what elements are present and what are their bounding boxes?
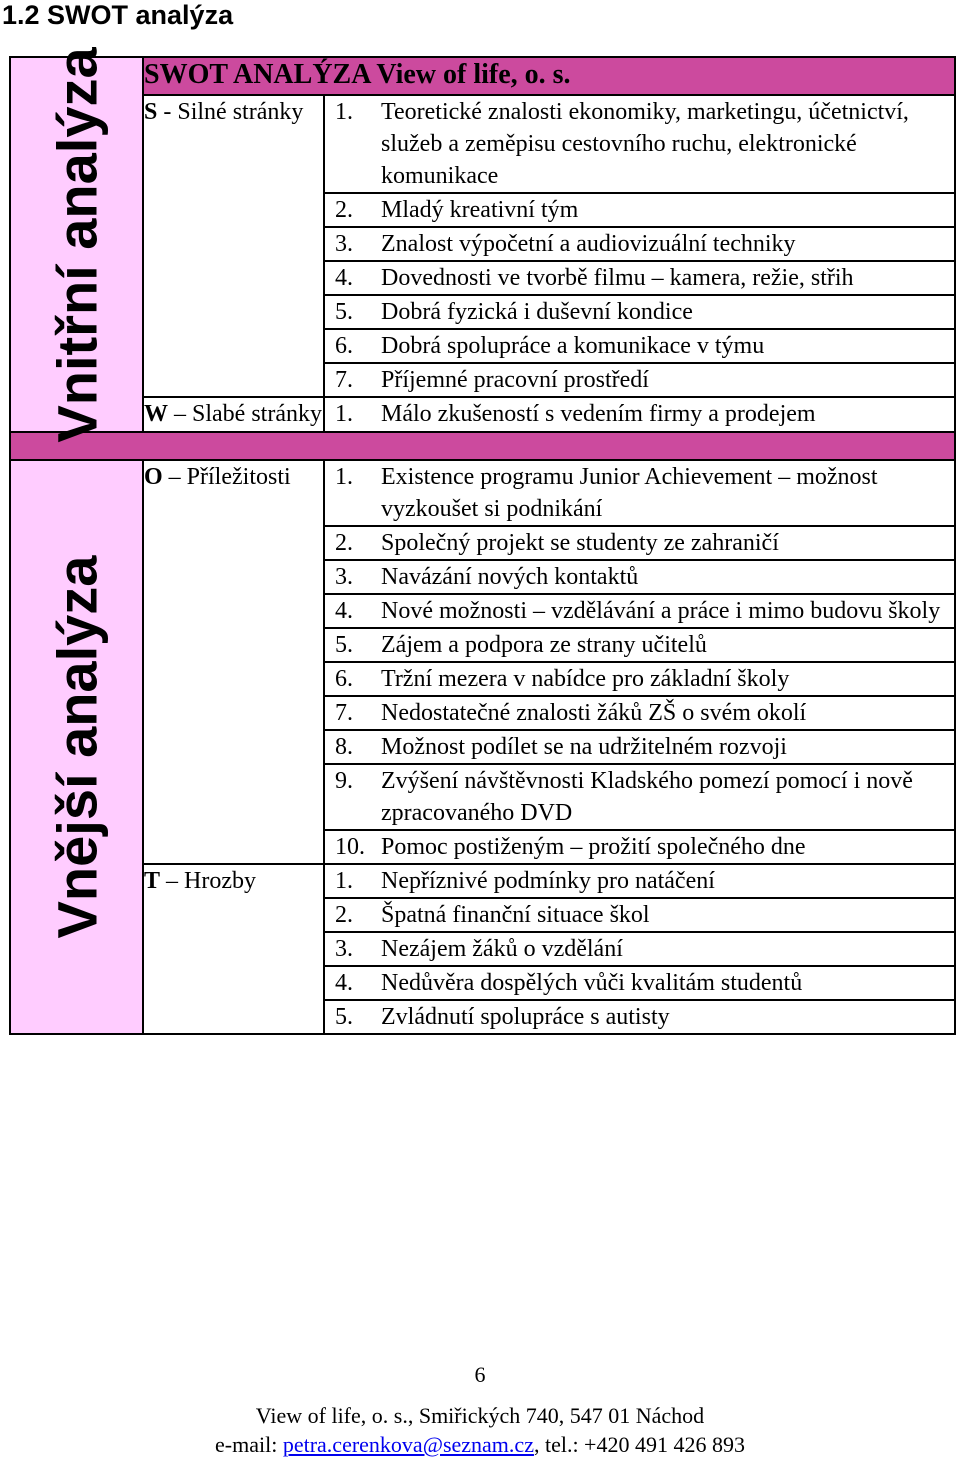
opportunities-label [143, 460, 324, 864]
list-item-text: Příjemné pracovní prostředí [381, 367, 649, 393]
list-item-content [325, 296, 954, 328]
list-item-text: Teoretické znalosti ekonomiky, marketingu, účetnictví, služeb a zeměpisu cestovního ruchu, elektronické komunikace [381, 99, 909, 189]
list-item-number: 1. [335, 868, 353, 894]
list-item [324, 295, 955, 329]
list-item [324, 227, 955, 261]
list-item-content [325, 865, 954, 897]
list-item [324, 864, 955, 898]
list-item-text: Nezájem žáků o vzdělání [381, 936, 623, 962]
list-item-content [325, 96, 954, 192]
footer-contact [0, 1432, 960, 1458]
list-item-text: Nedostatečné znalosti žáků ZŠ o svém okolí [381, 700, 807, 726]
list-item-content [325, 595, 954, 627]
list-item [324, 898, 955, 932]
section-divider-row [10, 432, 955, 460]
list-item-text: Zájem a podpora ze strany učitelů [381, 632, 707, 658]
list-item [324, 764, 955, 830]
list-item-number: 2. [335, 902, 353, 928]
list-item-content [325, 1001, 954, 1033]
list-item [324, 594, 955, 628]
list-item-content [325, 933, 954, 965]
list-item [324, 329, 955, 363]
list-item [324, 363, 955, 397]
list-item-content [325, 561, 954, 593]
list-item [324, 696, 955, 730]
strengths-title: - Silné stránky [157, 99, 304, 125]
opportunities-letter: O [144, 464, 163, 490]
list-item-number: 3. [335, 231, 353, 257]
strengths-row [10, 95, 955, 193]
list-item-text: Zvládnutí spolupráce s autisty [381, 1004, 670, 1030]
list-item-content [325, 899, 954, 931]
list-item-text: Pomoc postiženým – prožití společného dne [381, 834, 806, 860]
list-item [324, 830, 955, 864]
list-item-number: 6. [335, 666, 353, 692]
list-item-text: Zvýšení návštěvnosti Kladského pomezí pomocí i nově zpracovaného DVD [381, 768, 913, 826]
list-item-content [325, 461, 954, 525]
list-item-number: 5. [335, 1004, 353, 1030]
table-title: SWOT ANALÝZA View of life, o. s. [143, 57, 955, 95]
list-item-text: Tržní mezera v nabídce pro základní školy [381, 666, 790, 692]
opportunities-title: – Příležitosti [162, 464, 291, 490]
weaknesses-label [143, 397, 324, 432]
list-item-content [325, 967, 954, 999]
weaknesses-letter: W [144, 401, 168, 427]
opportunities-row [10, 460, 955, 526]
list-item-text: Dovednosti ve tvorbě filmu – kamera, režie, střih [381, 265, 854, 291]
list-item-content [325, 765, 954, 829]
list-item-content [325, 663, 954, 695]
list-item-text: Dobrá spolupráce a komunikace v týmu [381, 333, 765, 359]
list-item-text: Společný projekt se studenty ze zahraničí [381, 530, 779, 556]
list-item-text: Špatná finanční situace škol [381, 902, 650, 928]
list-item [324, 526, 955, 560]
external-analysis-cell [10, 460, 143, 1034]
list-item [324, 730, 955, 764]
list-item-content [325, 731, 954, 763]
list-item-number: 2. [335, 197, 353, 223]
table-title-row [10, 57, 955, 95]
list-item-text: Dobrá fyzická i duševní kondice [381, 299, 693, 325]
list-item [324, 966, 955, 1000]
list-item-text: Znalost výpočetní a audiovizuální techniky [381, 231, 796, 257]
footer-phone: , tel.: +420 491 426 893 [533, 1432, 745, 1457]
weaknesses-row [10, 397, 955, 432]
list-item-content [325, 831, 954, 863]
list-item [324, 662, 955, 696]
list-item [324, 95, 955, 193]
list-item-content [325, 697, 954, 729]
list-item-number: 6. [335, 333, 353, 359]
list-item [324, 628, 955, 662]
list-item-text: Možnost podílet se na udržitelném rozvoji [381, 734, 787, 760]
list-item [324, 193, 955, 227]
list-item [324, 261, 955, 295]
section-divider [10, 432, 955, 460]
threats-row [10, 864, 955, 898]
list-item-number: 3. [335, 936, 353, 962]
list-item [324, 932, 955, 966]
list-item [324, 560, 955, 594]
list-item-content [325, 262, 954, 294]
list-item [324, 1000, 955, 1034]
list-item-number: 7. [335, 367, 353, 393]
footer-email-link[interactable]: petra.cerenkova@seznam.cz [282, 1432, 534, 1457]
footer-address: View of life, o. s., Smiřických 740, 547 01 Náchod [255, 1403, 705, 1428]
list-item-text: Existence programu Junior Achievement – možnost vyzkoušet si podnikání [381, 464, 878, 522]
list-item-number: 5. [335, 632, 353, 658]
page-heading: 1.2 SWOT analýza [2, 0, 234, 30]
list-item-number: 4. [335, 598, 353, 624]
weaknesses-title: – Slabé stránky [168, 401, 322, 427]
list-item-number: 2. [335, 530, 353, 556]
list-item-number: 1. [335, 401, 353, 427]
list-item-number: 4. [335, 970, 353, 996]
page-number: 6 [474, 1362, 486, 1387]
list-item-number: 7. [335, 700, 353, 726]
list-item-text: Nepříznivé podmínky pro natáčení [381, 868, 715, 894]
footer-email-prefix: e-mail: [215, 1432, 283, 1457]
list-item-content [325, 398, 954, 430]
list-item-text: Málo zkušeností s vedením firmy a prodejem [381, 401, 816, 427]
list-item-number: 8. [335, 734, 353, 760]
list-item-number: 3. [335, 564, 353, 590]
list-item-content [325, 527, 954, 559]
threats-title: – Hrozby [160, 868, 256, 894]
list-item-number: 10. [335, 834, 365, 860]
list-item-content [325, 194, 954, 226]
strengths-label [143, 95, 324, 397]
list-item-number: 9. [335, 768, 353, 794]
list-item-content [325, 228, 954, 260]
list-item [324, 460, 955, 526]
threats-label [143, 864, 324, 1034]
list-item [324, 397, 955, 432]
strengths-letter: S [144, 99, 158, 125]
list-item-text: Navázání nových kontaktů [381, 564, 639, 590]
list-item-number: 5. [335, 299, 353, 325]
threats-letter: T [144, 868, 161, 894]
list-item-number: 1. [335, 99, 353, 125]
external-analysis-label: Vnější analýza [45, 555, 108, 939]
internal-analysis-label: Vnitřní analýza [45, 46, 108, 443]
list-item-content [325, 330, 954, 362]
list-item-text: Mladý kreativní tým [381, 197, 579, 223]
list-item-content [325, 364, 954, 396]
list-item-text: Nové možnosti – vzdělávání a práce i mimo budovu školy [381, 598, 941, 624]
list-item-content [325, 629, 954, 661]
internal-analysis-cell [10, 46, 143, 443]
swot-table [9, 46, 956, 1035]
list-item-number: 4. [335, 265, 353, 291]
list-item-text: Nedůvěra dospělých vůči kvalitám studentů [381, 970, 803, 996]
list-item-number: 1. [335, 464, 353, 490]
